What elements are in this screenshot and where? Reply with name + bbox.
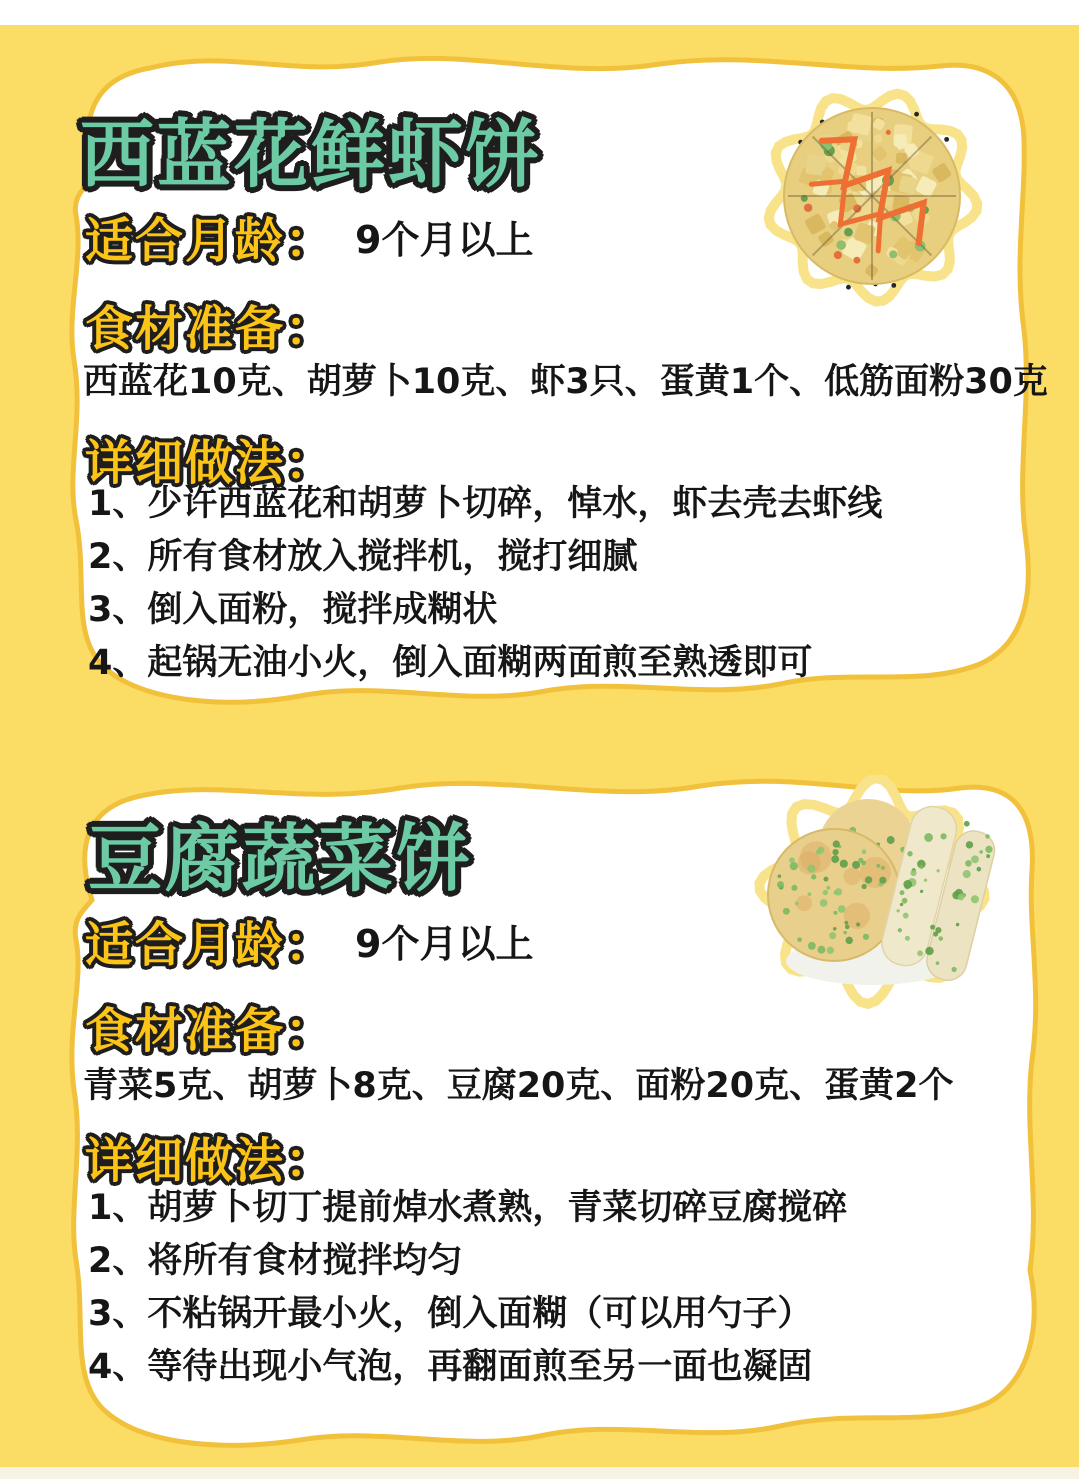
recipe-2-age-label: 适合月龄： — [85, 917, 336, 973]
recipe-1-steps-label: 详细做法： — [85, 435, 336, 491]
recipe-2-step-4: 4、等待出现小气泡，再翻面煎至另一面也凝固 — [88, 1347, 813, 1387]
recipe-1-age-label: 适合月龄： — [85, 213, 336, 269]
recipe-1-age-row — [85, 202, 533, 271]
recipe-2-steps-label: 详细做法： — [85, 1133, 336, 1189]
recipe-2-step-2: 2、将所有食材搅拌均匀 — [88, 1241, 463, 1281]
recipe-2-title: 豆腐蔬菜饼 — [88, 816, 473, 902]
wedge-cut-lines — [788, 112, 956, 280]
recipe-2-ingredients: 青菜5克、胡萝卜8克、豆腐20克、面粉20克、蛋黄2个 — [83, 1066, 954, 1106]
recipe-1-ingredients: 西蓝花10克、胡萝卜10克、虾3只、蛋黄1个、低筋面粉30克 — [83, 362, 1048, 402]
recipe-1-age-value: 9个月以上 — [355, 218, 534, 262]
bottom-strip — [0, 1467, 1079, 1479]
recipe-2-step-1: 1、胡萝卜切丁提前焯水煮熟，青菜切碎豆腐搅碎 — [88, 1188, 848, 1228]
recipe-1-step-2: 2、所有食材放入搅拌机，搅打细腻 — [88, 537, 638, 577]
recipe-1-step-4: 4、起锅无油小火，倒入面糊两面煎至熟透即可 — [88, 643, 813, 683]
recipe-2-photo — [748, 775, 998, 1010]
recipe-2-ingredients-label: 食材准备： — [85, 1003, 336, 1059]
recipe-1-steps — [88, 478, 882, 690]
recipe-2-step-3: 3、不粘锅开最小火，倒入面糊（可以用勺子） — [88, 1294, 813, 1334]
recipe-1-ingredients-label: 食材准备： — [85, 301, 336, 357]
recipe-2-age-value: 9个月以上 — [355, 922, 534, 966]
recipe-1-photo — [760, 78, 990, 308]
recipe-1-step-1: 1、少许西蓝花和胡萝卜切碎，悼水，虾去壳去虾线 — [88, 484, 883, 524]
recipe-1-step-3: 3、倒入面粉，搅拌成糊状 — [88, 590, 498, 630]
recipe-2-steps — [88, 1182, 847, 1394]
recipe-2-age-row — [85, 906, 533, 975]
front-patty — [768, 829, 900, 961]
recipe-1-title: 西蓝花鲜虾饼 — [80, 112, 542, 198]
